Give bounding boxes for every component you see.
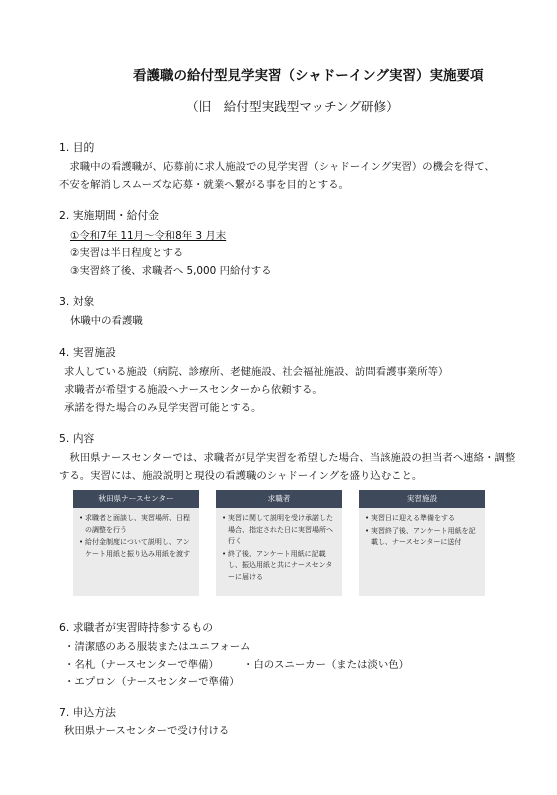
section-6-heading: 6. 求職者が実習時持参するもの bbox=[59, 621, 214, 634]
section-6-item: ・エプロン（ナースセンターで準備） bbox=[64, 676, 240, 688]
training-facility-box-header: 実習施設 bbox=[359, 490, 485, 508]
section-4-line: 求人している施設（病院、診療所、老健施設、社会福祉施設、訪問看護事業所等） bbox=[64, 366, 449, 378]
section-4-line: 求職者が希望する施設へナースセンターから依頼する。 bbox=[64, 384, 323, 396]
duration-item: ②実習は半日程度とする bbox=[70, 247, 184, 259]
section-6-item: ・白のスニーカー（または淡い色） bbox=[243, 659, 410, 671]
section-7-heading: 7. 申込方法 bbox=[59, 706, 116, 719]
section-1-line: 不安を解消しスムーズな応募・就業へ繋がる事を目的とする。 bbox=[59, 179, 349, 191]
document-title: 看護職の給付型見学実習（シャドーイング実習）実施要項 bbox=[133, 68, 484, 84]
document-subtitle: （旧 給付型実践型マッチング研修） bbox=[186, 99, 399, 114]
training-facility-bullet: • 実習終了後、アンケート用紙を記載し、ナースセンターに送付 bbox=[365, 526, 481, 549]
section-1-heading: 1. 目的 bbox=[59, 141, 95, 154]
job-seeker-box-header: 求職者 bbox=[216, 490, 342, 508]
section-4-line: 承諾を得た場合のみ見学実習可能とする。 bbox=[64, 402, 262, 414]
section-4-heading: 4. 実習施設 bbox=[59, 346, 116, 359]
section-5-heading: 5. 内容 bbox=[59, 432, 95, 445]
nurse-center-bullet: • 求職者と面談し、実習場所、日程の調整を行う bbox=[79, 513, 195, 536]
nurse-center-bullet: • 給付金制度について説明し、アンケート用紙と振り込み用紙を渡す bbox=[79, 537, 195, 560]
section-2-heading: 2. 実施期間・給付金 bbox=[59, 209, 160, 222]
job-seeker-bullet: • 実習に関して説明を受け承諾した場合、指定された日に実習場所へ行く bbox=[222, 513, 338, 548]
job-seeker-box bbox=[216, 490, 342, 596]
period-item: ①令和7年 11月～令和8年 3 月末 bbox=[70, 230, 227, 242]
section-5-line: 秋田県ナースセンターでは、求職者が見学実習を希望した場合、当該施設の担当者へ連絡・調整 bbox=[59, 452, 516, 464]
payment-item: ③実習終了後、求職者へ 5,000 円給付する bbox=[70, 265, 272, 277]
nurse-center-box bbox=[73, 490, 199, 596]
section-3-heading: 3. 対象 bbox=[59, 295, 95, 308]
section-6-item: ・名札（ナースセンターで準備） bbox=[64, 659, 219, 671]
nurse-center-box-header: 秋田県ナースセンター bbox=[73, 490, 199, 508]
section-6-item: ・清潔感のある服装またはユニフォーム bbox=[64, 641, 251, 653]
training-facility-bullet: • 実習日に迎える準備をする bbox=[365, 513, 481, 525]
section-5-line: する。実習には、施設説明と現役の看護職のシャドーイングを盛り込むこと。 bbox=[59, 470, 423, 482]
training-facility-box bbox=[359, 490, 485, 596]
job-seeker-bullet: • 終了後、アンケート用紙に記載し、振込用紙と共にナースセンターに届ける bbox=[222, 549, 338, 584]
section-1-line: 求職中の看護職が、応募前に求人施設での見学実習（シャドーイング実習）の機会を得て、 bbox=[59, 161, 495, 173]
section-3-line: 休職中の看護職 bbox=[70, 315, 143, 327]
section-7-line: 秋田県ナースセンターで受け付ける bbox=[64, 725, 230, 737]
